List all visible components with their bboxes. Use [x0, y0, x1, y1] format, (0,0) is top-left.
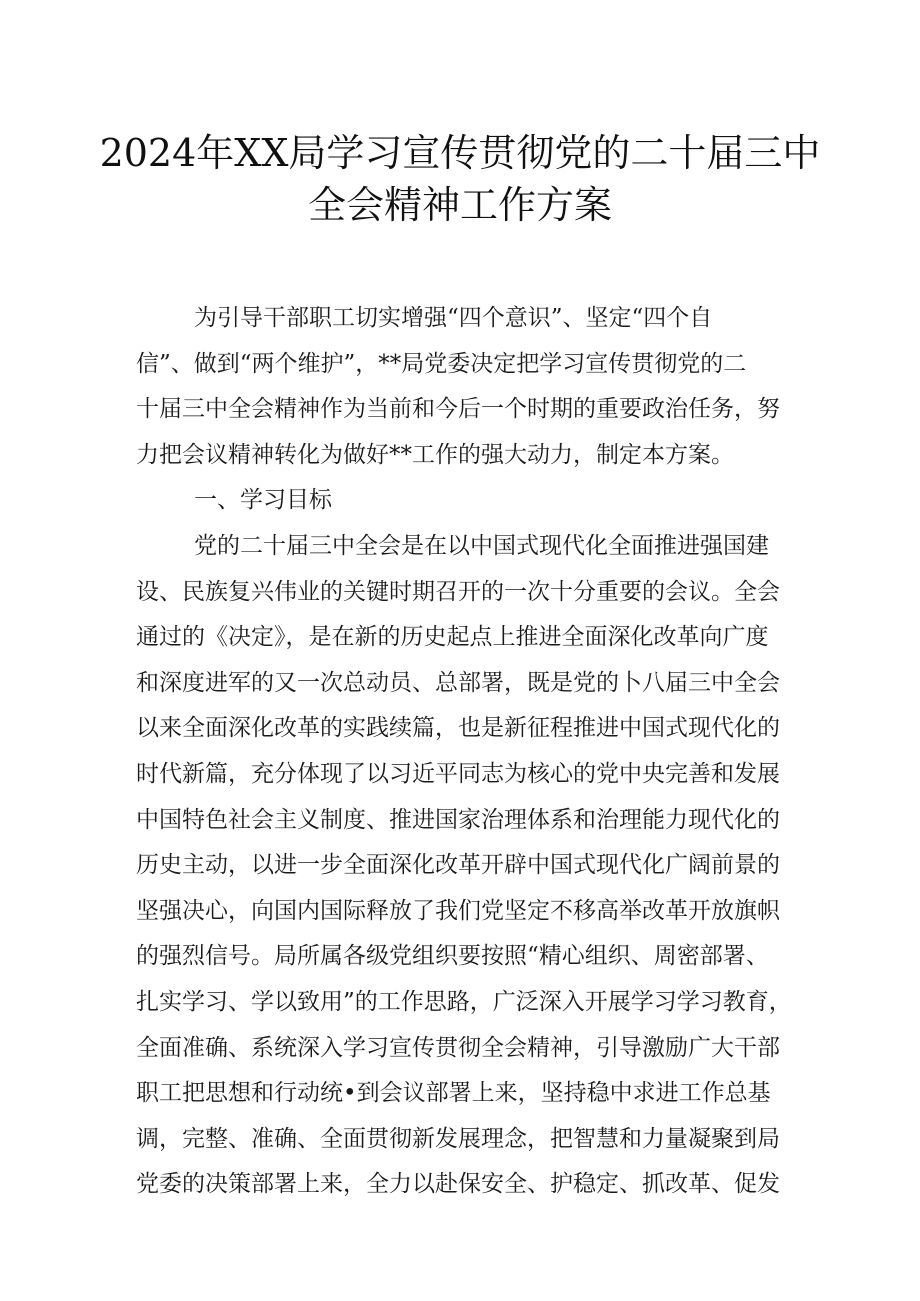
paragraph-goals-line: 扎实学习、学以致用”的工作思路，广泛深入开展学习学习教育，: [136, 988, 792, 1015]
paragraph-goals-line: 坚强决心，向国内国际释放了我们党坚定不移高举改革开放旗帜: [136, 897, 780, 924]
document-title-line-2: 全会精神工作方案: [307, 183, 612, 227]
document-title-line-1: 2024年XX局学习宣传贯彻党的二十届三中: [99, 131, 821, 175]
paragraph-intro-line: 为引导干部职工切实增强“四个意识”、坚定“四个自: [194, 305, 713, 331]
paragraph-goals-line: 全面准确、系统深入学习宣传贯彻全会精神，引导激励广大干部: [136, 1034, 780, 1061]
paragraph-intro-line: 力把会议精神转化为做好**工作的强大动力，制定本方案。: [136, 441, 734, 468]
document-body: [136, 296, 796, 1208]
paragraph-intro-line: 信”、做到“两个维护”，**局党委决定把学习宣传贯彻党的二: [136, 350, 747, 377]
paragraph-goals-line: 时代新篇，充分体现了以习近平同志为核心的党中央完善和发展: [136, 760, 780, 787]
paragraph-goals-line: 中国特色社会主义制度、推进国家治理体系和治理能力现代化的: [136, 806, 780, 833]
paragraph-intro-line: 十届三中全会精神作为当前和今后一个时期的重要政治任务，努: [136, 396, 780, 423]
paragraph-goals-line: 以来全面深化改革的实践续篇，也是新征程推进中国式现代化的: [136, 715, 780, 742]
paragraph-goals-line: 设、民族复兴伟业的关键时期召开的一次十分重要的会议。全会: [136, 578, 780, 605]
paragraph-goals-line: 和深度进军的又一次总动员、总部署，既是党的卜八届三中全会: [136, 669, 780, 696]
paragraph-goals-line: 党委的决策部署上来，全力以赴保安全、护稳定、抓改革、促发: [136, 1171, 780, 1198]
paragraph-goals-line: 职工把思想和行动统•到会议部署上来，坚持稳中求进工作总基: [136, 1080, 771, 1107]
paragraph-goals-line: 历史主动，以进一步全面深化改革开辟中国式现代化广阔前景的: [136, 852, 780, 879]
paragraph-goals-line: 通过的《决定》，是在新的历史起点上推进全面深化改革向广度: [136, 624, 769, 651]
section-heading-learning-goals: 一、学习目标: [194, 487, 332, 514]
paragraph-goals-line: 党的二十届三中全会是在以中国式现代化全面推进强国建: [194, 532, 769, 559]
paragraph-goals-line: 的强烈信号。局所属各级党组织要按照“精心组织、周密部署、: [136, 943, 769, 970]
paragraph-goals-line: 调，完整、准确、全面贯彻新发展理念，把智慧和力量凝聚到局: [136, 1125, 780, 1152]
